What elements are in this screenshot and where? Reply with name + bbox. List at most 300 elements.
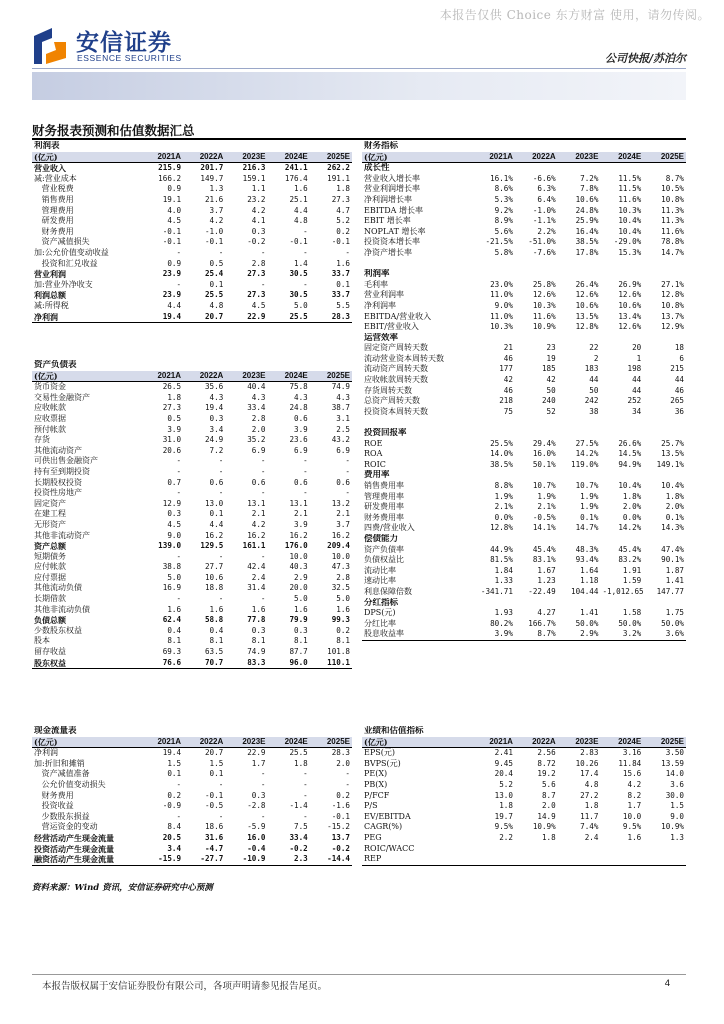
- cell-value: 215.9: [158, 163, 182, 173]
- row-label: 应收帐款周转天数: [364, 375, 428, 385]
- row-label: 可供出售金融资产: [34, 456, 98, 466]
- cell-value: -: [218, 488, 224, 498]
- table-row: [32, 446, 352, 457]
- cell-value: 38.8: [162, 562, 182, 572]
- cell-value: 16.2: [204, 530, 224, 540]
- cell-value: 14.2%: [575, 449, 599, 459]
- cell-value: 44.9%: [490, 544, 513, 554]
- cell-value: 1.6: [251, 604, 266, 614]
- year-header: [558, 141, 601, 152]
- cell-value: 1.58: [622, 608, 642, 618]
- table-row: [362, 502, 686, 513]
- row-label: 减:营业成本: [34, 173, 77, 183]
- cell-value: 2.0: [251, 424, 266, 434]
- table-row: [362, 343, 686, 354]
- year-header: 2021A: [472, 152, 515, 163]
- cell-value: 25.7%: [661, 438, 684, 448]
- cell-value: -14.4: [310, 854, 352, 865]
- table-title: 财务指标: [364, 141, 399, 151]
- table-row: [32, 791, 352, 802]
- cell-value: 24.8: [289, 403, 308, 413]
- cell-value: 6.4%: [537, 194, 556, 204]
- cell-value: 36: [674, 406, 684, 416]
- cell-value: 1.6: [336, 604, 350, 614]
- table-row: [362, 513, 686, 524]
- cell-value: 24.9: [204, 435, 224, 445]
- cell-value: -6.6%: [532, 173, 556, 183]
- row-label: 净利润: [34, 748, 58, 758]
- cell-value: 16.2: [247, 530, 266, 540]
- cell-value: 23.9: [162, 290, 182, 300]
- table-row: [32, 206, 352, 217]
- cell-value: 24.8%: [575, 205, 599, 215]
- cell-value: 23.6: [289, 435, 308, 445]
- year-header: [515, 141, 558, 152]
- cash-flow-table: [32, 726, 352, 866]
- row-label: 少数股东损益: [34, 811, 90, 821]
- cell-value: 16.0%: [532, 449, 556, 459]
- cell-value: -: [260, 466, 266, 476]
- table-row: [32, 854, 352, 865]
- cell-value: 12.8%: [575, 322, 599, 332]
- cell-value: 8.8%: [494, 481, 513, 490]
- row-label: ROE: [364, 438, 383, 448]
- cell-value: 119.0%: [571, 459, 599, 469]
- cell-value: 16.2: [289, 530, 308, 540]
- year-header: 2025E: [310, 371, 352, 382]
- cell-value: 27.5%: [575, 438, 599, 448]
- cell-value: 2.9: [294, 572, 308, 582]
- cell-value: 176.4: [284, 173, 308, 183]
- cell-value: 1.41: [580, 608, 599, 618]
- cell-value: 27.3: [247, 290, 266, 300]
- cell-value: 147.77: [656, 586, 684, 596]
- cell-value: 0.2: [336, 625, 350, 635]
- cell-value: 139.0: [158, 541, 182, 551]
- cell-value: 15.6: [622, 769, 642, 779]
- row-label: 留存收益: [34, 647, 66, 657]
- cell-value: 13.0: [204, 498, 224, 508]
- table-row: [362, 833, 686, 844]
- cell-value: [558, 417, 601, 428]
- cell-value: 216.3: [242, 163, 266, 173]
- cell-value: 10.8%: [661, 194, 684, 204]
- cell-value: 3.9: [294, 519, 308, 529]
- cell-value: 25.4: [204, 269, 224, 279]
- table-row: [32, 844, 352, 855]
- cell-value: [643, 417, 686, 428]
- cell-value: 1.8%: [665, 491, 684, 501]
- row-label: 净利润增长率: [364, 194, 412, 204]
- cell-value: 1.6: [167, 604, 182, 614]
- cell-value: 14.1%: [532, 523, 556, 533]
- cell-value: 14.7%: [575, 523, 599, 533]
- cell-value: 31.4: [247, 583, 266, 593]
- footer-rule: [32, 974, 686, 975]
- cell-value: 69.3: [162, 647, 182, 657]
- cell-value: 2.0%: [665, 502, 684, 512]
- cell-value: 10.26: [575, 758, 599, 768]
- cell-value: 44: [674, 375, 684, 385]
- table-row: [32, 748, 352, 759]
- unit-header-row: [362, 737, 686, 748]
- cell-value: 12.8%: [490, 523, 513, 533]
- row-label: 加:折旧和摊销: [34, 758, 85, 768]
- cell-value: 1.33: [494, 576, 513, 586]
- table-row: [362, 822, 686, 833]
- cell-value: 0.9: [167, 184, 182, 194]
- cell-value: 83.3: [225, 658, 267, 669]
- row-label: BVPS(元): [364, 758, 401, 768]
- cell-value: -: [176, 811, 182, 821]
- row-label: 营业收入增长率: [364, 173, 420, 183]
- cell-value: -: [260, 811, 266, 821]
- cell-value: 25.5: [204, 290, 224, 300]
- cell-value: 0.0%: [494, 512, 513, 522]
- cell-value: 10.5%: [661, 184, 684, 194]
- row-label: EPS(元): [364, 748, 395, 758]
- cell-value: 12.8%: [661, 290, 684, 300]
- table-row: [32, 812, 352, 823]
- cell-value: 8.1: [251, 636, 266, 646]
- cell-value: 8.7%: [515, 629, 558, 640]
- cell-value: 166.2: [158, 173, 182, 183]
- cell-value: 11.6%: [532, 311, 556, 321]
- cell-value: 17.8%: [575, 247, 599, 257]
- table-row: [32, 259, 352, 270]
- row-label: REP: [362, 854, 472, 865]
- cell-value: 3.2%: [600, 629, 643, 640]
- cell-value: 22: [589, 343, 599, 353]
- row-label: EBIT/营业收入: [364, 322, 419, 332]
- cell-value: 21: [503, 343, 513, 353]
- table-row: [32, 801, 352, 812]
- cell-value: -0.5: [204, 801, 224, 811]
- table-row: [32, 822, 352, 833]
- cell-value: 5.2: [336, 216, 350, 226]
- cell-value: 1.9%: [580, 502, 599, 512]
- cell-value: 10.3%: [532, 300, 556, 310]
- row-label: 固定资产周转天数: [364, 343, 428, 353]
- cell-value: 1.8%: [622, 491, 642, 501]
- cell-value: 1.75: [665, 608, 684, 618]
- cell-value: 45.4%: [532, 544, 556, 554]
- cell-value: 10.7%: [575, 481, 599, 490]
- cell-value: -0.1: [204, 237, 224, 247]
- cell-value: 80.2%: [490, 618, 513, 628]
- cell-value: 209.4: [327, 541, 350, 551]
- cell-value: 1.8: [336, 184, 350, 194]
- cell-value: 11.3%: [661, 205, 684, 215]
- cell-value: 9.0: [167, 530, 182, 540]
- table-row: [362, 769, 686, 780]
- unit-header-row: [32, 152, 352, 163]
- cell-value: -: [345, 247, 350, 257]
- cell-value: [515, 844, 558, 855]
- cell-value: 4.5: [167, 519, 182, 529]
- cell-value: 18.6: [204, 822, 224, 832]
- row-label: 速动比率: [364, 576, 396, 586]
- table-row: [32, 237, 352, 248]
- cell-value: 240: [541, 396, 556, 406]
- cell-value: -: [303, 790, 308, 800]
- cell-value: 9.0%: [494, 300, 513, 310]
- cell-value: 2.2: [499, 832, 513, 842]
- cell-value: 19.7: [494, 811, 513, 821]
- table-row: [362, 269, 686, 280]
- cell-value: 5.0: [167, 572, 182, 582]
- cell-value: 40.4: [247, 382, 266, 392]
- cell-value: -: [345, 456, 350, 466]
- row-label: 营业税费: [34, 184, 74, 194]
- table-row: [32, 583, 352, 594]
- cell-value: 11.7: [580, 811, 599, 821]
- cell-value: 1.6: [294, 184, 308, 194]
- table-header-row: [362, 726, 686, 737]
- cell-value: 8.9%: [494, 216, 513, 226]
- year-header: 2022A: [515, 737, 558, 748]
- row-label: EV/EBITDA: [364, 811, 411, 821]
- cell-value: -21.5%: [485, 237, 513, 247]
- year-header: [141, 141, 183, 152]
- cell-value: -: [303, 811, 308, 821]
- cell-value: 2: [593, 353, 599, 363]
- table-row: [362, 566, 686, 577]
- cell-value: 48.3%: [575, 544, 599, 554]
- table-row: [32, 290, 352, 301]
- cell-value: 46: [503, 385, 513, 395]
- cell-value: 16.9: [162, 583, 182, 593]
- cell-value: [558, 844, 601, 855]
- cell-value: 9.5%: [494, 822, 513, 832]
- row-label: 净利润率: [364, 300, 396, 310]
- cell-value: 19.2: [537, 769, 556, 779]
- cell-value: 14.0: [665, 769, 684, 779]
- row-label: 其他流动资产: [34, 445, 82, 455]
- year-header: [268, 141, 310, 152]
- cell-value: 241.1: [284, 163, 308, 173]
- cell-value: 13.0: [494, 790, 513, 800]
- cell-value: 242: [584, 396, 599, 406]
- table-row: [32, 435, 352, 446]
- table-row: [362, 598, 686, 609]
- unit-label: (亿元): [32, 737, 141, 748]
- cell-value: -: [303, 779, 308, 789]
- cell-value: -1.1%: [532, 216, 556, 226]
- cell-value: 0.3: [167, 509, 182, 519]
- row-label: PE(X): [364, 769, 388, 779]
- cell-value: 10.6%: [618, 300, 642, 310]
- cell-value: 4.8: [294, 216, 308, 226]
- cell-value: 45.4%: [618, 544, 642, 554]
- table-row: [362, 555, 686, 566]
- cell-value: 26.6%: [618, 438, 642, 448]
- cell-value: 23.0%: [490, 279, 513, 289]
- section-title: 财务报表预测和估值数据汇总: [32, 123, 195, 138]
- cell-value: -: [260, 456, 266, 466]
- cell-value: 10.0: [289, 551, 308, 561]
- cell-value: 3.7: [209, 205, 224, 215]
- cell-value: -: [303, 226, 308, 236]
- brand-name-cn: 安信证券: [76, 30, 172, 56]
- cell-value: 3.16: [622, 748, 642, 758]
- cell-value: 27.1%: [661, 279, 684, 289]
- table-row: [362, 290, 686, 301]
- income-statement-table: [32, 141, 352, 323]
- cell-value: 19.1: [162, 194, 182, 204]
- year-header: [183, 141, 225, 152]
- cell-value: 0.3: [209, 413, 224, 423]
- cell-value: 0.2: [336, 226, 350, 236]
- cell-value: 14.5%: [618, 449, 642, 459]
- row-label: 加:营业外净收支: [34, 279, 93, 289]
- watermark: 本报告仅供 Choice 东方财富 使用，请勿传阅。: [439, 8, 710, 22]
- cell-value: [558, 259, 601, 270]
- cell-value: -22.49: [528, 586, 556, 596]
- cell-value: -: [176, 594, 182, 604]
- cell-value: -: [218, 466, 224, 476]
- cell-value: 9.45: [494, 758, 513, 768]
- cell-value: 183: [584, 364, 599, 374]
- table-row: [362, 364, 686, 375]
- cell-value: 20.7: [183, 312, 225, 323]
- cell-value: 12.9: [162, 498, 182, 508]
- table-title: 利润表: [34, 141, 60, 151]
- cell-value: 6.9: [251, 445, 266, 455]
- table-row: [32, 478, 352, 489]
- cell-value: 90.1%: [661, 555, 684, 565]
- year-header: [600, 726, 643, 737]
- row-label: EBITDA/营业收入: [364, 311, 432, 321]
- cell-value: 0.0%: [622, 512, 642, 522]
- row-label: 应付帐款: [34, 562, 66, 572]
- header-rule: [32, 68, 686, 69]
- cell-value: -0.1: [204, 790, 224, 800]
- cell-value: 0.6: [294, 477, 308, 487]
- cell-value: 1.18: [580, 576, 599, 586]
- cell-value: 23: [546, 343, 556, 353]
- table-title: 业绩和估值指标: [364, 726, 424, 736]
- cell-value: 20.0: [289, 583, 308, 593]
- cell-value: -0.2: [331, 843, 350, 853]
- cell-value: 10.4%: [661, 481, 684, 490]
- cell-value: -: [260, 247, 266, 257]
- table-header-row: [362, 141, 686, 152]
- cell-value: 3.1: [336, 413, 350, 423]
- cell-value: 10.6%: [575, 194, 599, 204]
- cell-value: 1.6: [294, 604, 308, 614]
- year-header: [225, 141, 267, 152]
- table-row: [32, 531, 352, 542]
- cell-value: 26.5: [162, 382, 182, 392]
- table-row: [32, 594, 352, 605]
- table-row: [362, 174, 686, 185]
- cell-value: 1.23: [537, 576, 556, 586]
- table-row: [362, 439, 686, 450]
- cell-value: -15.2: [327, 822, 350, 832]
- cell-value: 33.4: [289, 832, 308, 842]
- cell-value: 50.1%: [532, 459, 556, 469]
- cell-value: [643, 259, 686, 270]
- cell-value: 50.0%: [618, 618, 642, 628]
- cell-value: [515, 854, 558, 865]
- cell-value: 2.0: [541, 801, 556, 811]
- cell-value: 2.1: [251, 509, 266, 519]
- cell-value: 25.9%: [575, 216, 599, 226]
- report-subtitle: 公司快报/苏泊尔: [604, 52, 686, 65]
- table-row: [32, 216, 352, 227]
- cell-value: 16.0: [247, 832, 266, 842]
- cell-value: 34: [632, 406, 642, 416]
- cell-value: [600, 854, 643, 865]
- cell-value: 2.3: [268, 854, 310, 865]
- cell-value: 10.4%: [618, 216, 642, 226]
- cell-value: 20.5: [162, 832, 182, 842]
- cell-value: 4.3: [251, 392, 266, 402]
- cell-value: 4.5: [167, 216, 182, 226]
- row-label: 其他流动负债: [34, 583, 82, 593]
- year-header: [558, 726, 601, 737]
- row-label: 利息保障倍数: [364, 586, 412, 596]
- cell-value: -: [303, 769, 308, 779]
- table-row: [32, 833, 352, 844]
- year-header: 2023E: [225, 737, 267, 748]
- cell-value: -1.4: [289, 801, 308, 811]
- cell-value: 27.3: [247, 269, 266, 279]
- cell-value: 0.1%: [580, 512, 599, 522]
- cell-value: 8.1: [294, 636, 308, 646]
- year-header: 2025E: [643, 152, 686, 163]
- year-header: [472, 726, 515, 737]
- cell-value: 1.84: [494, 565, 513, 575]
- cell-value: 3.9: [167, 424, 182, 434]
- cell-value: 149.1%: [656, 459, 684, 469]
- table-row: [362, 216, 686, 227]
- cell-value: -: [303, 456, 308, 466]
- cell-value: 10.6%: [575, 300, 599, 310]
- year-header: [225, 726, 267, 737]
- cell-value: -: [176, 779, 182, 789]
- cell-value: 4.2: [251, 519, 266, 529]
- cell-value: 3.9%: [472, 629, 515, 640]
- table-row: [32, 541, 352, 552]
- cell-value: -: [260, 779, 266, 789]
- cell-value: 215: [670, 364, 684, 374]
- row-label: 长期借款: [34, 594, 66, 604]
- brand-logo: [32, 24, 212, 68]
- cell-value: 1.5: [670, 801, 684, 811]
- cell-value: 10.6: [204, 572, 224, 582]
- financial-indicators-table: [362, 141, 686, 641]
- cell-value: 1.59: [622, 576, 642, 586]
- cell-value: 13.7%: [661, 311, 684, 321]
- cell-value: 19.4: [162, 748, 182, 758]
- cell-value: 22.9: [247, 748, 266, 758]
- cell-value: 4.5: [251, 300, 266, 310]
- row-label: 加:公允价值变动收益: [34, 247, 109, 257]
- year-header: [472, 141, 515, 152]
- cell-value: 47.4%: [661, 544, 684, 554]
- cell-value: 5.0: [336, 594, 350, 604]
- table-title: 现金流量表: [34, 726, 77, 736]
- row-label: CAGR(%): [364, 822, 403, 832]
- cell-value: -: [218, 551, 224, 561]
- cell-value: [643, 844, 686, 855]
- cell-value: -: [218, 456, 224, 466]
- cell-value: 0.3: [294, 625, 308, 635]
- year-header: 2024E: [268, 371, 310, 382]
- cell-value: 177: [499, 364, 513, 374]
